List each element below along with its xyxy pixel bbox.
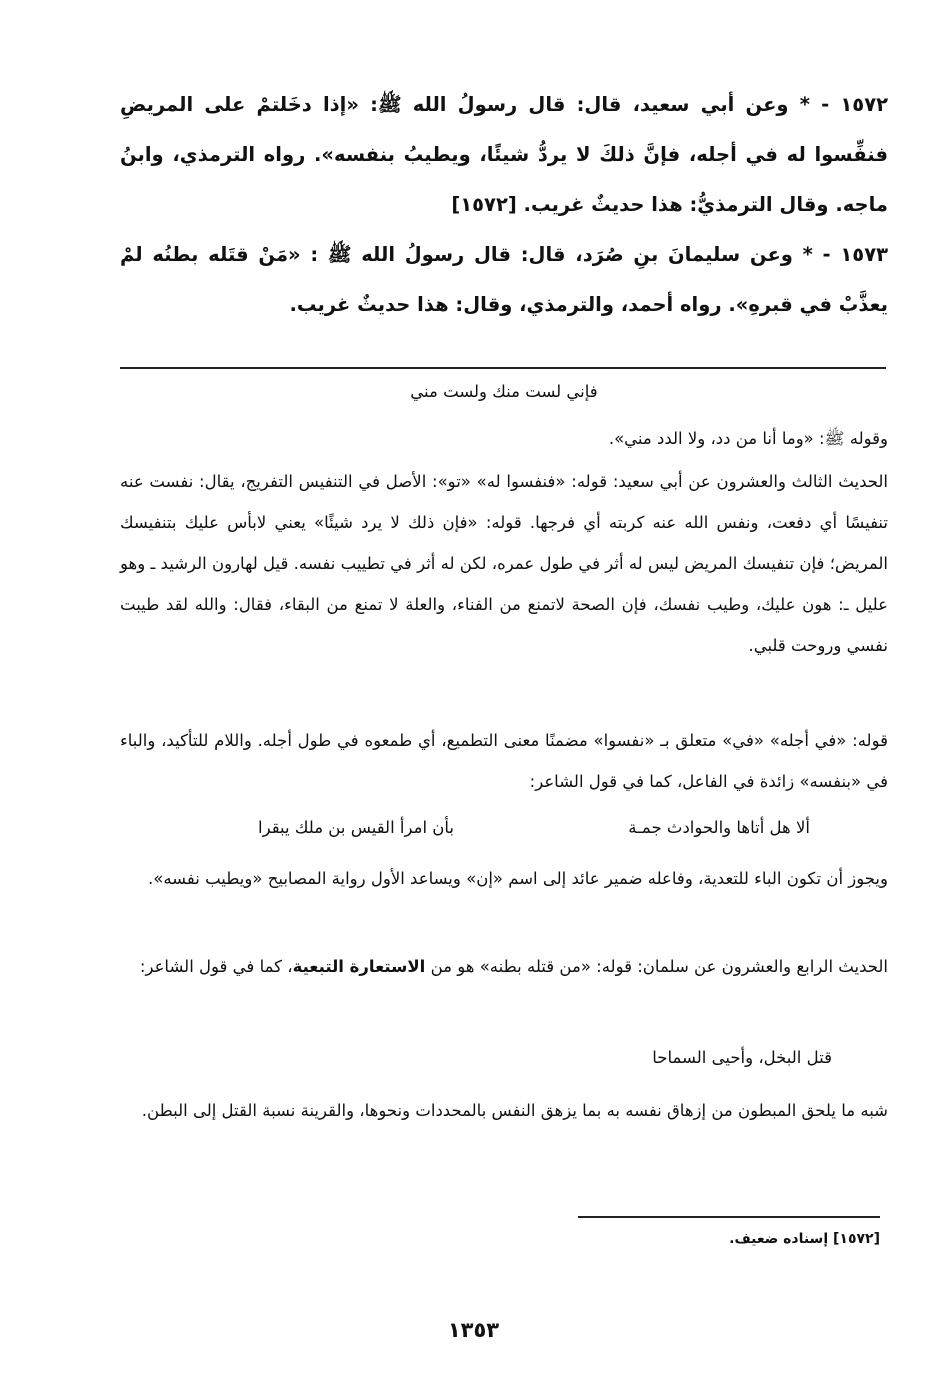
- commentary-paragraph-3: قوله: «في أجله» «في» متعلق بـ «نفسوا» مضمنًا معنى التطميع، أي طمعوه في طول أجله. واللام للتأكيد، والباء في «بنفسه» زائدة في الفاعل، كما في قول الشاعر:: [120, 731, 888, 791]
- hadith-1572: ١٥٧٢ - * وعن أبي سعيد، قال: قال رسولُ الله ﷺ: «إذا دخَلتمْ على المريضِ فنفِّسوا له في أجله، فإنَّ ذلكَ لا يردُّ شيئًا، ويطيبُ بنفسه». رواه الترمذي، وابنُ ماجه. وقال الترمذيُّ: هذا حديثٌ غريب. [١٥٧٢]: [120, 93, 888, 216]
- page-number: ١٣٥٣: [447, 1318, 500, 1342]
- footnote-divider: [578, 1216, 880, 1218]
- poem-verse-1-first-hemistich: ألا هل أتاها والحوادث جمـة: [628, 818, 810, 837]
- rhetoric-term: الاستعارة التبعية: [292, 957, 426, 976]
- poem-verse-2: قتل البخل، وأحيى السماحا: [652, 1048, 832, 1067]
- commentary-continuation-line: فإني لست منك ولست مني: [410, 382, 598, 401]
- commentary-paragraph-1: وقوله ﷺ: «وما أنا من دد، ولا الدد مني».: [608, 429, 888, 448]
- commentary-paragraph-4: ويجوز أن تكون الباء للتعدية، وفاعله ضمير عائد إلى اسم «إن» ويساعد الأول رواية المصابيح «ويطيب نفسه».: [148, 869, 888, 888]
- poem-verse-1-second-hemistich: بأن امرأ القيس بن ملك يبقرا: [258, 818, 455, 837]
- paragraph-5-start: الحديث الرابع والعشرون عن سلمان: قوله: «من قتله بطنه» هو من: [425, 957, 888, 976]
- hadith-1573: ١٥٧٣ - * وعن سليمانَ بنِ صُرَد، قال: قال رسولُ الله ﷺ : «مَنْ قتَله بطنُه لمْ يعذَّبْ في قبرهِ». رواه أحمد، والترمذي، وقال: هذا حديثٌ غريب.: [120, 243, 888, 316]
- commentary-paragraph-5: [120, 946, 888, 987]
- commentary-paragraph-6: شبه ما يلحق المبطون من إزهاق نفسه به بما يزهق النفس بالمحددات ونحوها، والقرينة نسبة القتل إلى البطن.: [141, 1101, 888, 1120]
- paragraph-5-end: ، كما في قول الشاعر:: [139, 957, 293, 976]
- footnote: [١٥٧٢] إسناده ضعيف.: [729, 1231, 880, 1247]
- commentary-paragraph-2: الحديث الثالث والعشرون عن أبي سعيد: قوله: «فنفسوا له» «تو»: الأصل في التنفيس التفريج، يقال: نفست عنه تنفيسًا أي دفعت، ونفس الله عنه كربته أي فرجها. قوله: «فإن ذلك لا يرد شيئًا» يعني لابأس عليك بتنفيسك المريض؛ فإن تنفيسك المريض ليس له أثر في طول عمره، لكن له أثر في تطييب نفسه. قيل لهارون الرشيد ـ وهو عليل ـ: هون عليك، وطيب نفسك، فإن الصحة لاتمنع من الفناء، والعلة لا تمنع من البقاء، فقال: والله لقد طيبت نفسي وروحت قلبي.: [120, 472, 888, 655]
- section-divider: [120, 367, 886, 369]
